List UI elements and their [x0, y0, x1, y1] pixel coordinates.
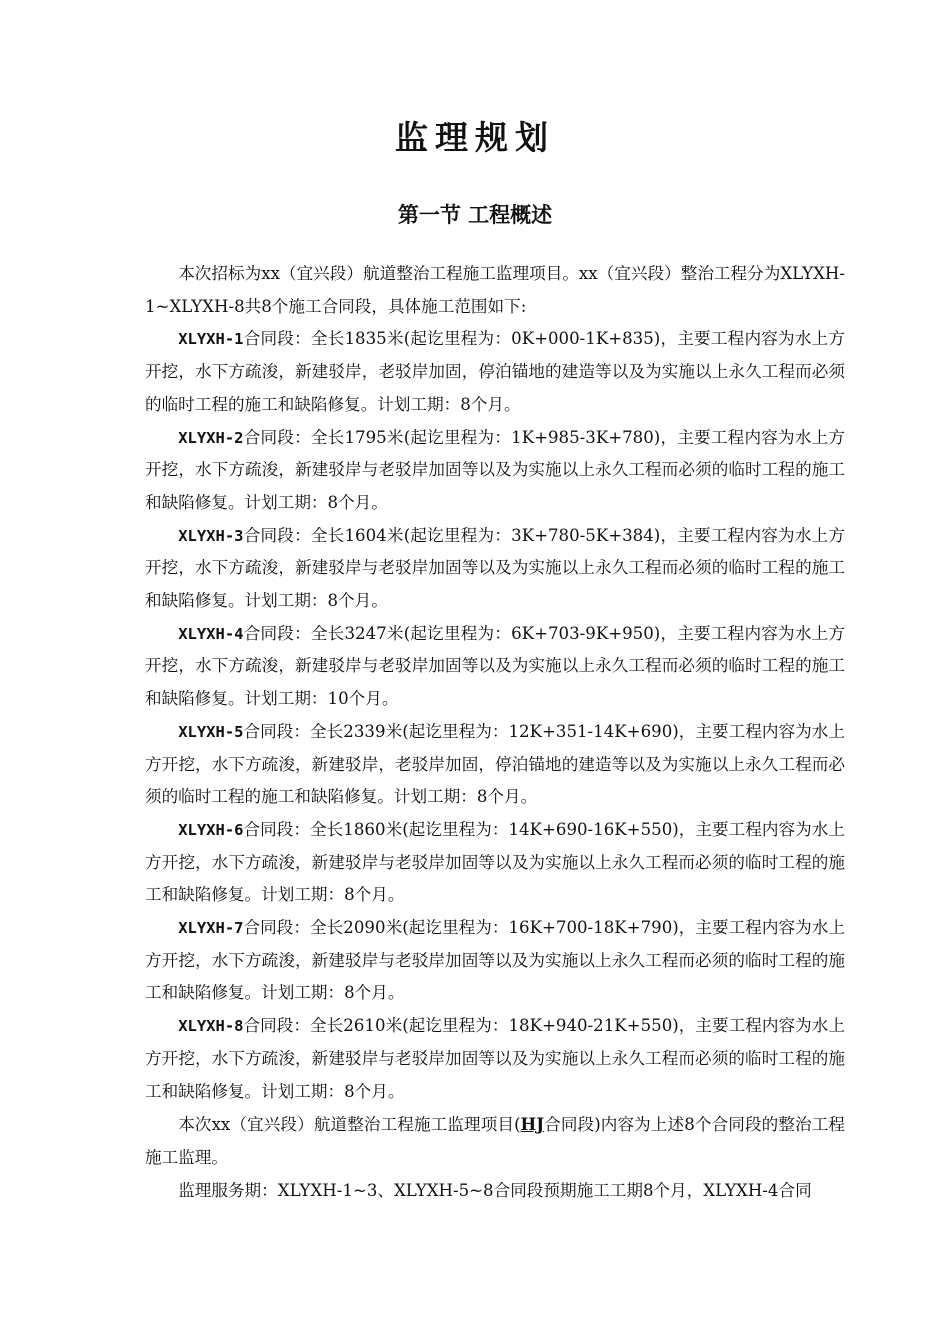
contract-paragraph-2: [145, 422, 845, 520]
scope-text-after: 合同段)内容为上述8个合同段的整治工程施工监理。: [145, 1115, 845, 1167]
service-period-paragraph: 监理服务期：XLYXH-1~3、XLYXH-5~8合同段预期施工工期8个月，XLYXH-4合同: [178, 1180, 812, 1200]
intro-paragraph: 本次招标为xx（宜兴段）航道整治工程施工监理项目。xx（宜兴段）整治工程分为XLYXH-1~XLYXH-8共8个施工合同段，具体施工范围如下:: [145, 264, 845, 316]
hj-contract-label: HJ: [520, 1114, 545, 1135]
contract-paragraph-3: [145, 520, 845, 618]
contract-paragraph-8: [145, 1010, 845, 1108]
contract-code: XLYXH-5: [178, 722, 244, 741]
section-title: 第一节 工程概述: [397, 202, 553, 227]
scope-text-before: 本次xx（宜兴段）航道整治工程施工监理项目(: [178, 1115, 521, 1135]
contract-text: 合同段：全长2090米(起讫里程为：16K+700-18K+790)，主要工程内容为水上方开挖，水下方疏浚，新建驳岸与老驳岸加固等以及为实施以上永久工程而必须的临时工程的施工和缺陷修复。计划工期：8个月。: [145, 918, 845, 1003]
contract-code: XLYXH-3: [178, 526, 244, 545]
contract-paragraph-5: [145, 716, 845, 814]
contract-code: XLYXH-7: [178, 919, 244, 938]
contract-code: XLYXH-4: [178, 624, 244, 643]
contract-text: 合同段：全长1860米(起讫里程为：14K+690-16K+550)，主要工程内容为水上方开挖，水下方疏浚，新建驳岸与老驳岸加固等以及为实施以上永久工程而必须的临时工程的施工和缺陷修复。计划工期：8个月。: [145, 819, 845, 905]
contract-paragraph-6: [145, 814, 845, 912]
scope-paragraph: [145, 1108, 845, 1174]
contract-text: 合同段：全长1604米(起讫里程为：3K+780-5K+384)，主要工程内容为水上方开挖，水下方疏浚，新建驳岸与老驳岸加固等以及为实施以上永久工程而必须的临时工程的施工和缺陷修复。计划工期：8个月。: [145, 525, 845, 611]
contract-paragraph-1: [145, 323, 845, 421]
contract-text: 合同段：全长2339米(起讫里程为：12K+351-14K+690)，主要工程内容为水上方开挖，水下方疏浚，新建驳岸，老驳岸加固，停泊锚地的建造等以及为实施以上永久工程而必须的临时工程的施工和缺陷修复。计划工期：8个月。: [145, 721, 845, 807]
contract-paragraph-7: [145, 912, 845, 1010]
contract-text: 合同段：全长1835米(起讫里程为：0K+000-1K+835)，主要工程内容为水上方开挖，水下方疏浚，新建驳岸，老驳岸加固，停泊锚地的建造等以及为实施以上永久工程而必须的临时工程的施工和缺陷修复。计划工期：8个月。: [145, 329, 845, 414]
contract-code: XLYXH-2: [178, 428, 244, 447]
contract-text: 合同段：全长3247米(起讫里程为：6K+703-9K+950)，主要工程内容为水上方开挖，水下方疏浚，新建驳岸与老驳岸加固等以及为实施以上永久工程而必须的临时工程的施工和缺陷修复。计划工期：10个月。: [145, 623, 845, 709]
contract-code: XLYXH-6: [178, 820, 244, 839]
document-title: 监理规划: [395, 118, 555, 157]
body-text: [145, 258, 845, 1207]
contract-text: 合同段：全长2610米(起讫里程为：18K+940-21K+550)，主要工程内容为水上方开挖，水下方疏浚，新建驳岸与老驳岸加固等以及为实施以上永久工程而必须的临时工程的施工和缺陷修复。计划工期：8个月。: [145, 1016, 845, 1101]
contract-paragraph-4: [145, 618, 845, 716]
contract-code: XLYXH-8: [178, 1017, 244, 1036]
contract-code: XLYXH-1: [178, 330, 244, 349]
contract-text: 合同段：全长1795米(起讫里程为：1K+985-3K+780)，主要工程内容为水上方开挖，水下方疏浚，新建驳岸与老驳岸加固等以及为实施以上永久工程而必须的临时工程的施工和缺陷修复。计划工期：8个月。: [145, 427, 845, 512]
